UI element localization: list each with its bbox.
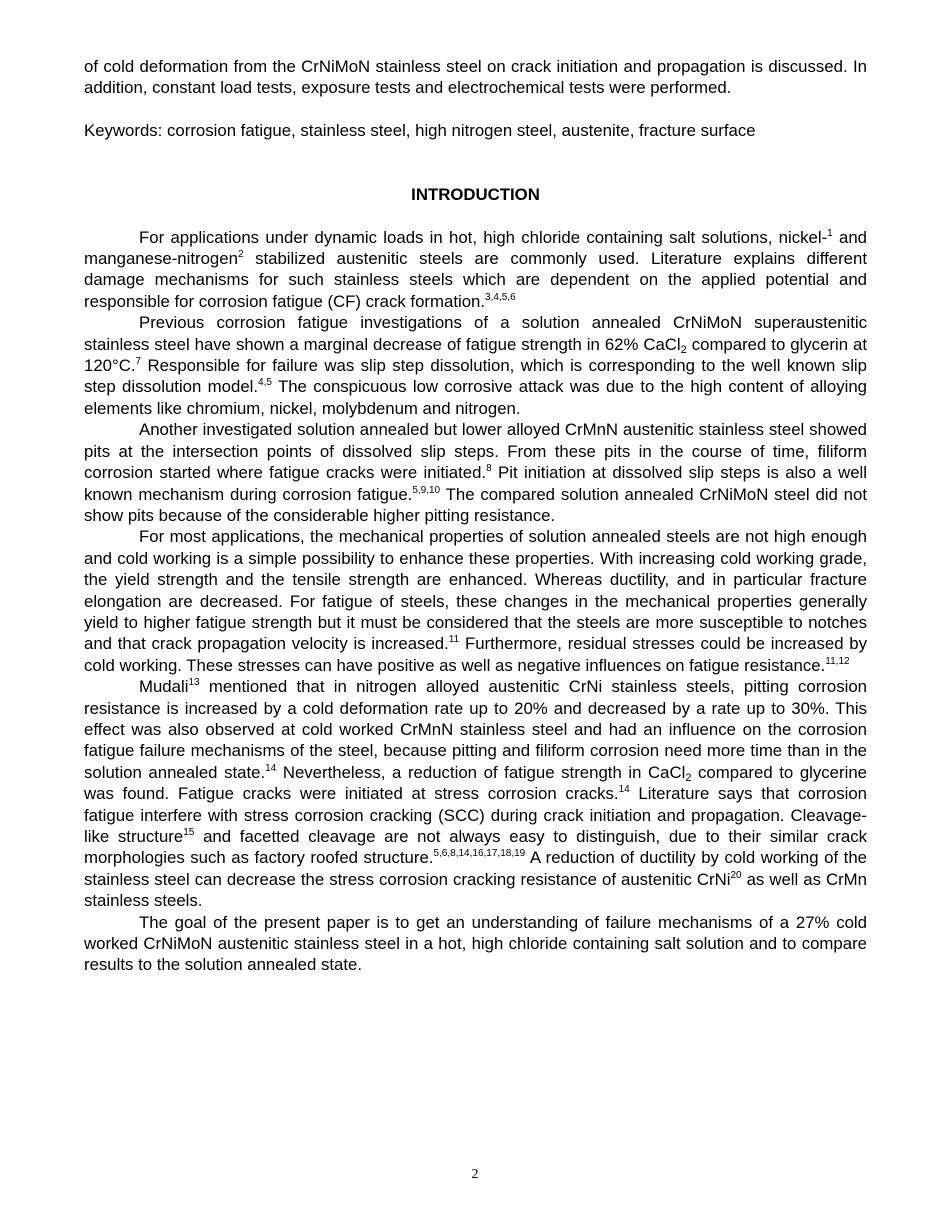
subscript: 2: [685, 771, 692, 784]
citation: 4,5: [258, 377, 272, 389]
citation: 1: [827, 227, 833, 239]
citation: 14: [618, 784, 630, 796]
keywords: Keywords: corrosion fatigue, stainless steel, high nitrogen steel, austenite, fracture surface: [84, 120, 756, 140]
page-number: 2: [471, 1167, 479, 1182]
text: Furthermore, residual stresses could be increased by cold working. These stresses can have positive as well as negative influences on fatigue resistance.: [84, 634, 868, 675]
citation: 5,9,10: [412, 484, 441, 496]
citation: 5,6,8,14,16,17,18,19: [433, 848, 526, 860]
citation: 2: [237, 249, 244, 261]
text: The compared solution annealed CrNiMoN steel did not show pits because of the considerable higher pitting resistance.: [84, 484, 867, 525]
subscript: 2: [680, 343, 687, 356]
text: A reduction of ductility by cold working of the stainless steel can decrease the stress corrosion cracking resistance of austenitic CrNi: [84, 848, 867, 889]
text: The conspicuous low corrosive attack was due to the high content of alloying elements like chromium, nickel, molybdenum and nitrogen.: [84, 377, 867, 418]
citation: 15: [183, 827, 195, 838]
citation: 3,4,5,6: [485, 291, 516, 303]
text: mentioned that in nitrogen alloyed austenitic CrNi stainless steels, pitting corrosion resistance is increased by a cold deformation rate up to 20% and decreased by a rate up to 30%. This effect was also observed at cold worked CrMnN stainless steel and had an influence on the corrosion fatigue failure mechanisms of the steel, because pitting and filiform corrosion need more time than in the solution annealed state.: [84, 677, 867, 782]
citation: 11,12: [825, 655, 850, 667]
text: For applications under dynamic loads in hot, high chloride containing salt solutions, nickel-: [139, 227, 828, 247]
paragraph-5: [84, 676, 867, 911]
citation: 14: [265, 762, 277, 774]
paragraph-1: [84, 227, 867, 313]
paragraph-3: [84, 419, 867, 526]
text: stabilized austenitic steels are commonly used. Literature explains different damage mechanisms for such stainless steels which are dependent on the applied potential and responsible for corrosion fatigue (CF) crack formation.: [84, 249, 867, 311]
section-heading: INTRODUCTION: [411, 185, 540, 205]
citation: 11: [448, 634, 460, 646]
text: Previous corrosion fatigue investigations of a solution annealed CrNiMoN superaustenitic stainless steel have shown a marginal decrease of fatigue strength in 62% CaCl: [84, 313, 867, 354]
text: as well as CrMn stainless steels.: [84, 869, 867, 911]
text: Another investigated solution annealed but lower alloyed CrMnN austenitic stainless steel showed pits at the intersection points of dissolved slip steps. From these pits in the course of time, filiform corrosion started where fatigue cracks were initiated.: [84, 420, 867, 483]
text: Pit initiation at dissolved slip steps is also a well known mechanism during corrosion fatigue.: [84, 463, 868, 504]
text: and manganese-nitrogen: [84, 227, 867, 269]
text: Responsible for failure was slip step dissolution, which is corresponding to the well known slip step dissolution model.: [84, 356, 867, 397]
citation: 8: [486, 463, 492, 475]
text: For most applications, the mechanical properties of solution annealed steels are not high enough and cold working is a simple possibility to enhance these properties. With increasing cold working grade, the yield strength and the tensile strength are enhanced. Whereas ductility, and in particular fracture elongation are decreased. For fatigue of steels, these changes in the mechanical properties generally yield to higher fatigue strength but it must be considered that the steels are more susceptible to notches and that crack propagation velocity is increased.: [84, 527, 867, 654]
citation: 20: [730, 869, 742, 881]
text: Nevertheless, a reduction of fatigue strength in CaCl: [276, 762, 686, 782]
text: Literature says that corrosion fatigue interfere with stress corrosion cracking (SCC) during crack initiation and propagation. Cleavage-like structure: [84, 784, 867, 846]
citation: 13: [188, 677, 200, 689]
text: compared to glycerine was found. Fatigue cracks were initiated at stress corrosion cracks.: [84, 762, 867, 804]
paragraph-4: [84, 526, 867, 676]
text: Mudali: [139, 677, 189, 697]
abstract-tail: of cold deformation from the CrNiMoN stainless steel on crack initiation and propagation is discussed. In addition, constant load tests, exposure tests and electrochemical tests were performed.: [84, 57, 867, 98]
paragraph-2: [84, 312, 867, 419]
citation: 7: [135, 356, 142, 368]
text: compared to glycerin at 120°C.: [84, 334, 867, 376]
page-body: [84, 56, 867, 976]
text: and facetted cleavage are not always easy to distinguish, due to their similar crack morphologies such as factory roofed structure.: [84, 827, 868, 868]
paragraph-6: The goal of the present paper is to get an understanding of failure mechanisms of a 27% cold worked CrNiMoN austenitic stainless steel in a hot, high chloride containing salt solution and to compare results to the solution annealed state.: [84, 912, 867, 975]
